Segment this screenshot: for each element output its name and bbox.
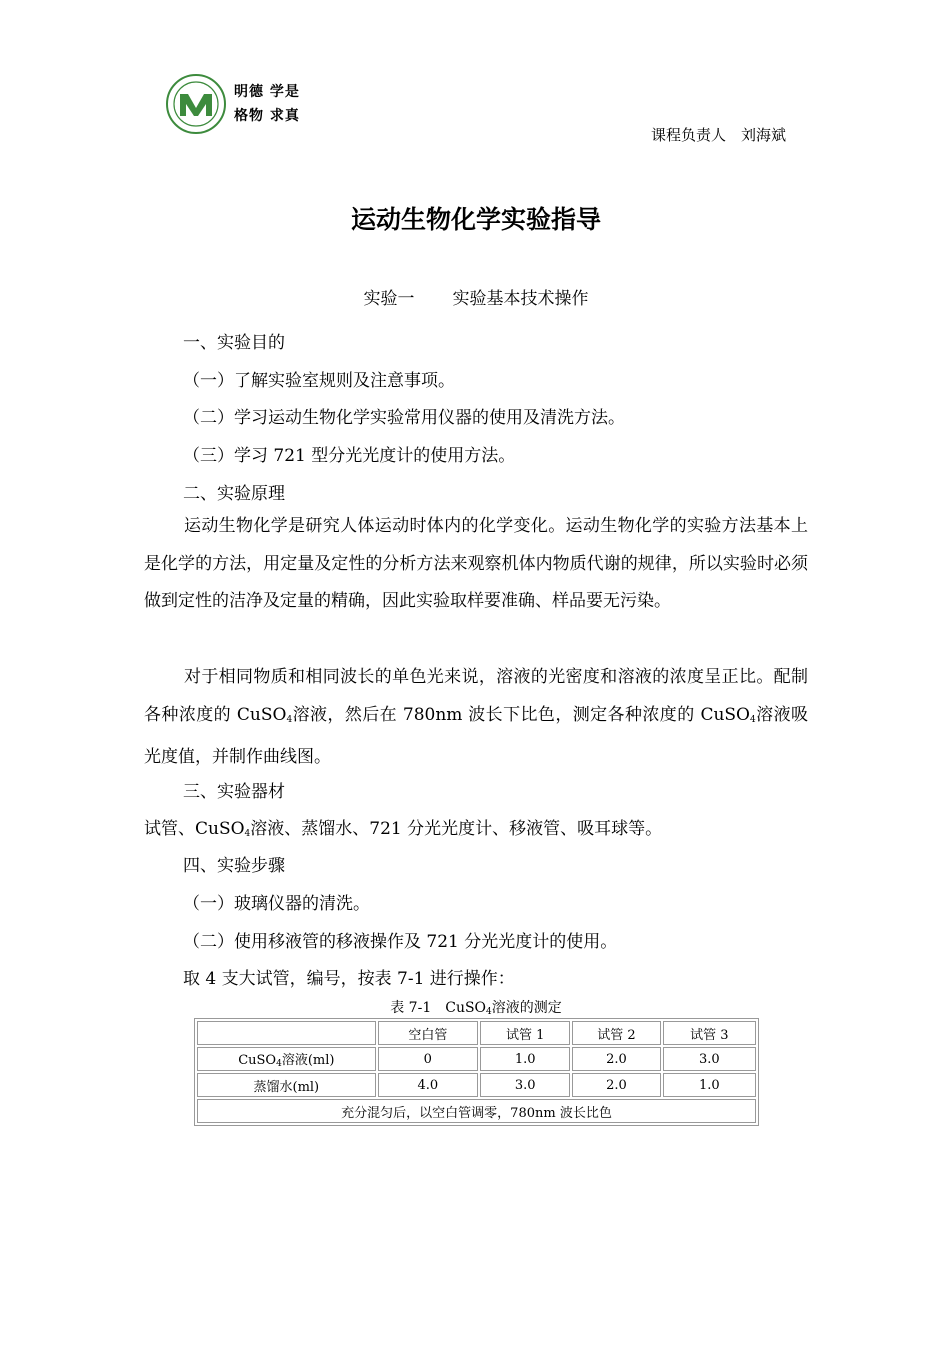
table-cell: 1.0 <box>480 1047 570 1071</box>
list-text: 溶液、蒸馏水、721 分光光度计、移液管、吸耳球等。 <box>250 819 663 839</box>
section-1-item-3: （三）学习 721 型分光光度计的使用方法。 <box>183 446 516 466</box>
table-cell: 3.0 <box>480 1073 570 1097</box>
experiment-name: 实验基本技术操作 <box>452 289 589 309</box>
list-text: 试管、CuSO <box>144 819 245 839</box>
section-1-item-2: （二）学习运动生物化学实验常用仪器的使用及清洗方法。 <box>183 408 625 428</box>
paragraph-text: 溶液吸光度值，并制作曲线图。 <box>144 704 808 767</box>
table-cell: 1.0 <box>663 1073 756 1097</box>
table-header-row <box>197 1021 756 1045</box>
section-2-heading: 二、实验原理 <box>183 484 285 504</box>
table-header-cell: 试管 1 <box>480 1021 570 1045</box>
subscript: 4 <box>244 829 251 839</box>
university-seal-icon <box>166 74 226 134</box>
row-label: 蒸馏水(ml) <box>197 1073 376 1097</box>
cuso4-measurement-table <box>194 1018 759 1126</box>
procedure-instruction: 取 4 支大试管，编号，按表 7-1 进行操作： <box>183 969 515 989</box>
section-1-item-1: （一）了解实验室规则及注意事项。 <box>183 371 455 391</box>
subscript: 4 <box>276 1059 282 1069</box>
paragraph-text: 对于相同物质和相同波长的单色光来说，溶液的光密度和溶液的浓度呈正比。配制各种浓度的 CuSO <box>144 667 808 725</box>
table-header-cell: 空白管 <box>378 1021 478 1045</box>
section-1-heading: 一、实验目的 <box>183 333 285 353</box>
table-row <box>197 1047 756 1071</box>
table-cell: 4.0 <box>378 1073 478 1097</box>
table-cell: 0 <box>378 1047 478 1071</box>
paragraph-text: 溶液，然后在 780nm 波长下比色，测定各种浓度的 CuSO <box>292 704 750 725</box>
table-header-cell <box>197 1021 376 1045</box>
document-title: 运动生物化学实验指导 <box>350 205 601 234</box>
experiment-number: 实验一 <box>363 289 415 309</box>
row-label <box>197 1047 376 1071</box>
equipment-list <box>144 814 662 839</box>
course-instructor: 课程负责人 刘海斌 <box>651 126 787 144</box>
label-text: 溶液(ml) <box>281 1053 335 1068</box>
subscript: 4 <box>750 714 756 725</box>
experiment-heading <box>0 284 952 309</box>
section-4-heading: 四、实验步骤 <box>183 856 285 876</box>
table-footer-cell: 充分混匀后，以空白管调零，780nm 波长比色 <box>197 1099 756 1123</box>
caption-text: 溶液的测定 <box>491 1000 562 1016</box>
caption-text: 表 7-1 CuSO <box>390 1000 487 1016</box>
section-3-heading: 三、实验器材 <box>183 782 285 802</box>
section-4-item-1: （一）玻璃仪器的清洗。 <box>183 894 370 914</box>
subscript: 4 <box>286 714 293 725</box>
table-header-cell: 试管 3 <box>663 1021 756 1045</box>
principle-paragraph-2 <box>144 659 808 777</box>
section-4-item-2: （二）使用移液管的移液操作及 721 分光光度计的使用。 <box>183 932 618 952</box>
principle-paragraph-1: 运动生物化学是研究人体运动时体内的化学变化。运动生物化学的实验方法基本上是化学的方法，用定量及定性的分析方法来观察机体内物质代谢的规律，所以实验时必须做到定性的洁净及定量的精确，因此实验取样要准确、样品要无污染。 <box>144 516 808 611</box>
table-caption <box>0 997 952 1017</box>
table-row <box>197 1073 756 1097</box>
table-cell: 2.0 <box>572 1073 660 1097</box>
table-cell: 3.0 <box>663 1047 756 1071</box>
motto-line-1: 明德 学是 <box>234 84 300 100</box>
motto-line-2: 格物 求真 <box>234 108 300 124</box>
table-header-cell: 试管 2 <box>572 1021 660 1045</box>
table-footer-row <box>197 1099 756 1123</box>
school-motto <box>234 80 300 128</box>
label-text: CuSO <box>238 1053 277 1068</box>
subscript: 4 <box>486 1007 492 1017</box>
table-cell: 2.0 <box>572 1047 660 1071</box>
